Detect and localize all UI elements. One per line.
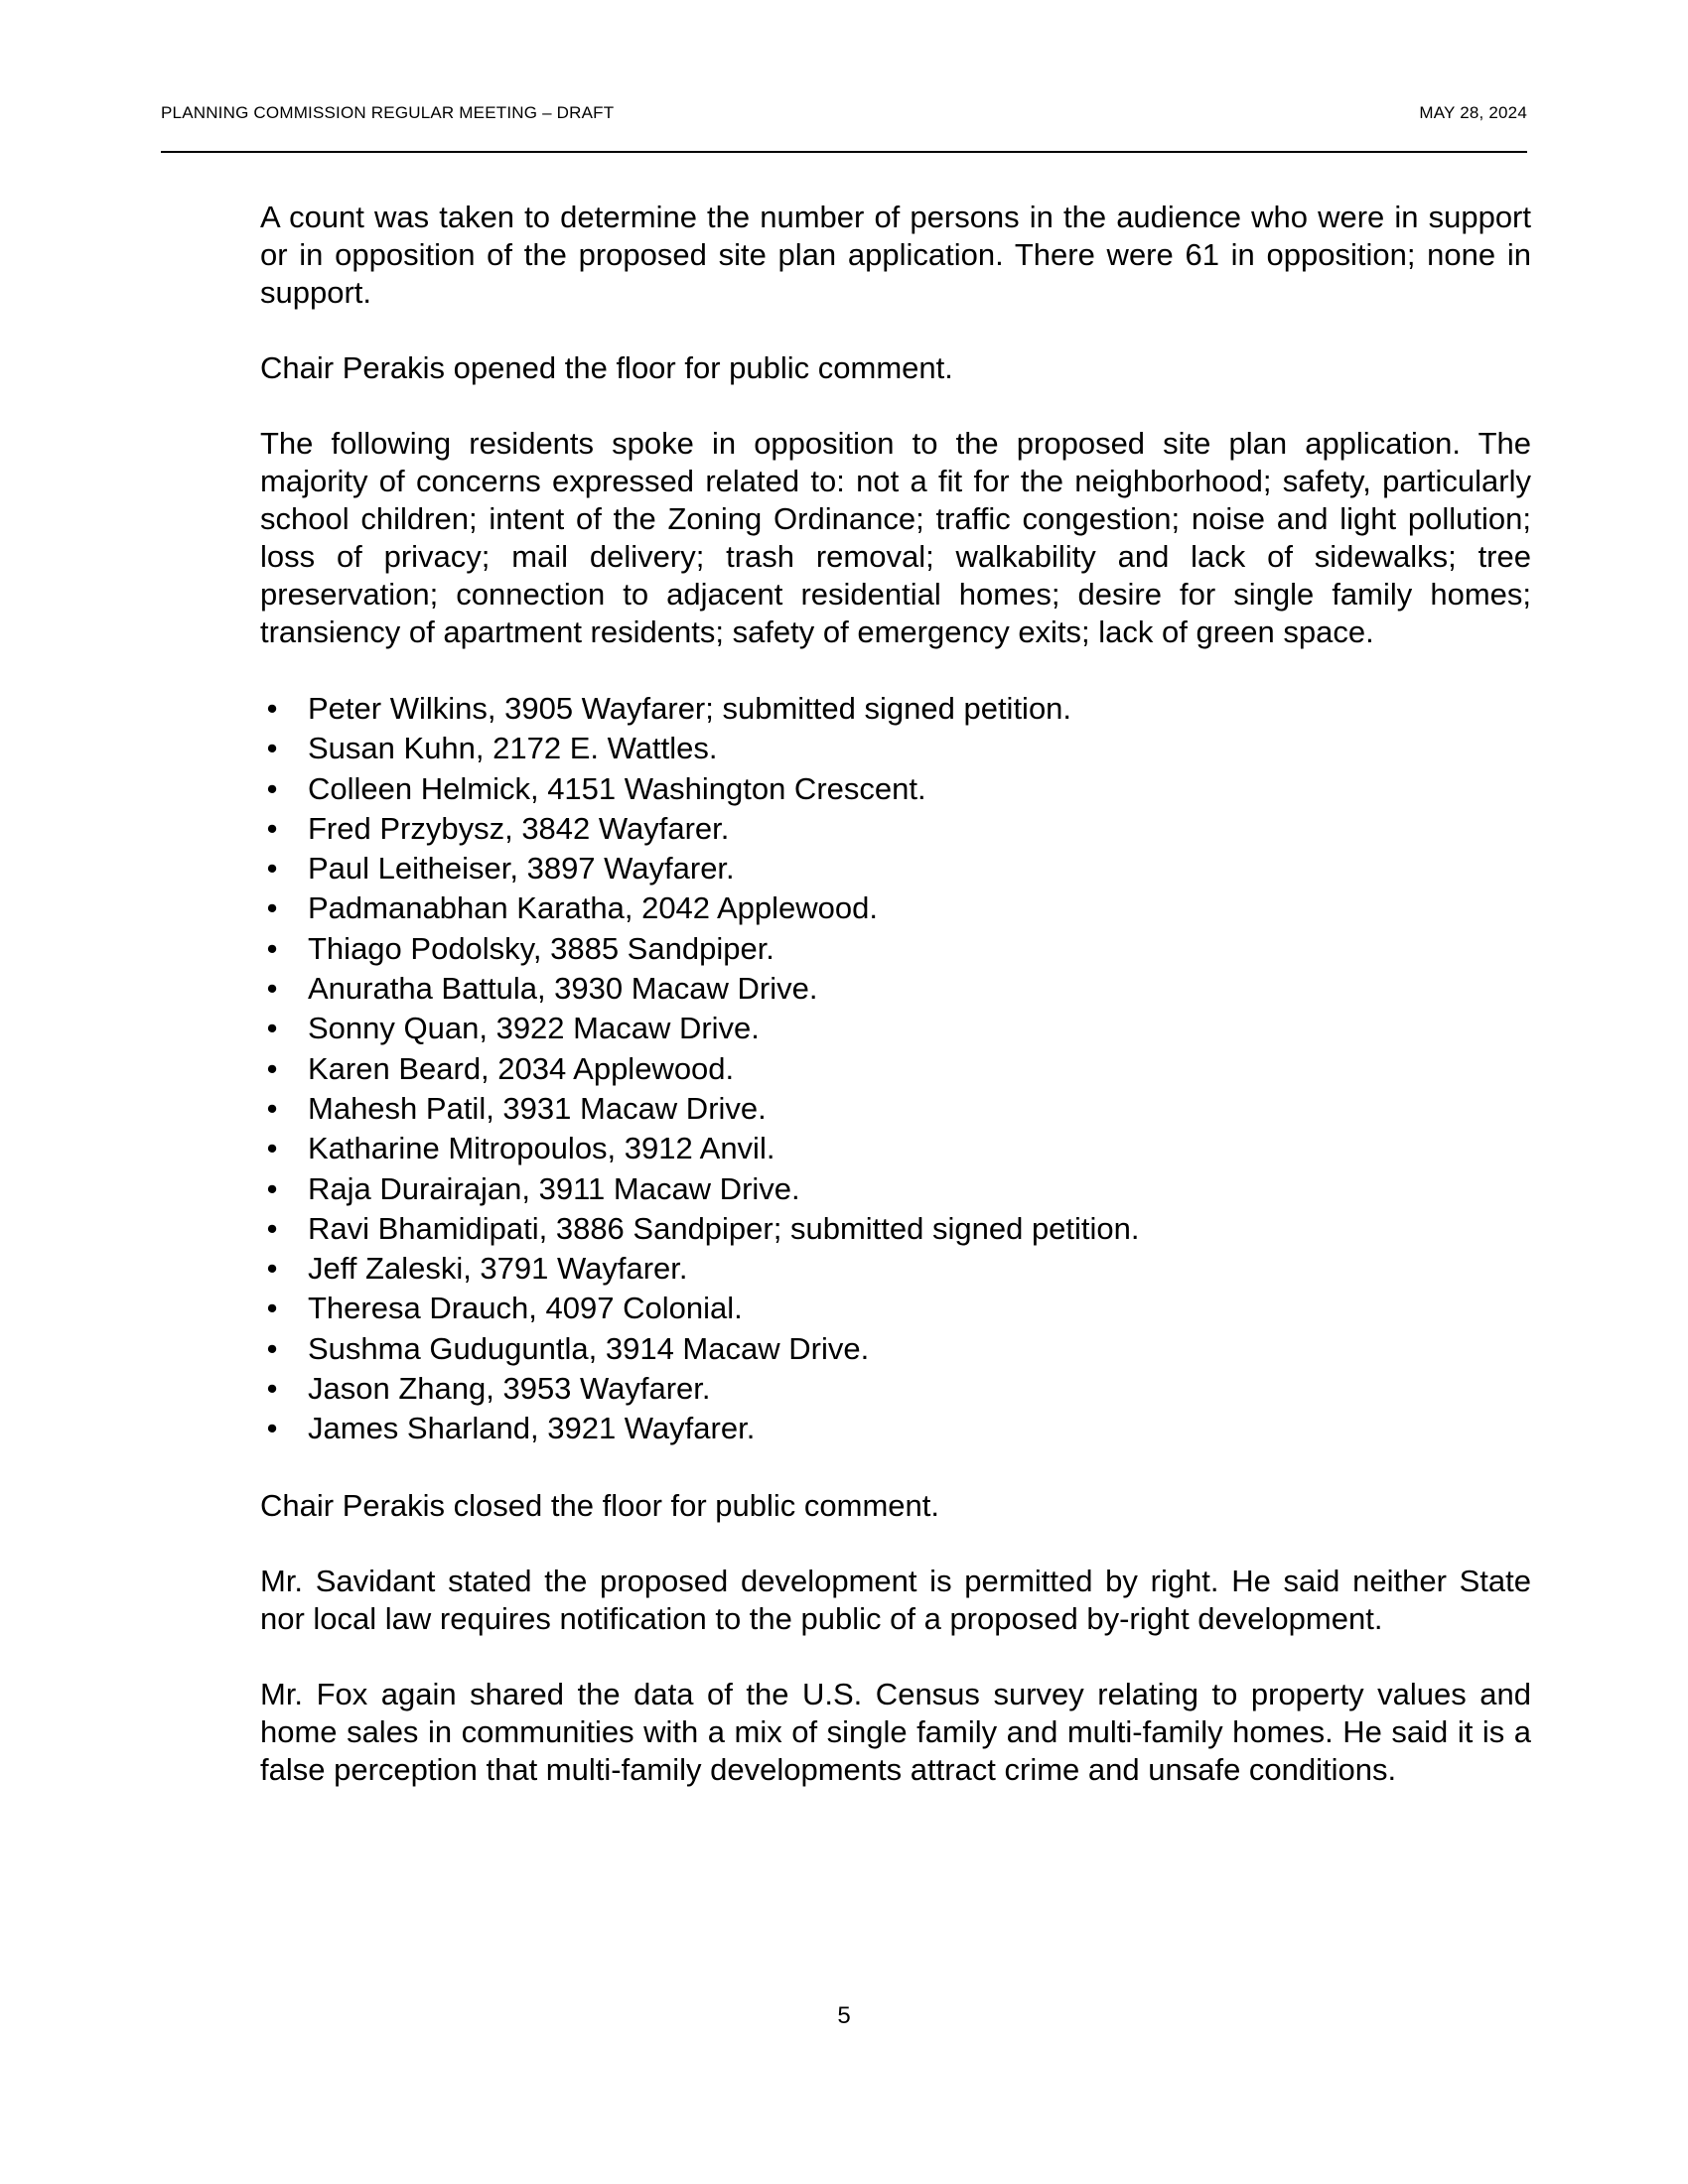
paragraph-fox-statement: Mr. Fox again shared the data of the U.S. Census survey relating to property values and home sales in communities with a mix of single family and multi-family homes. He said it is a false perception that multi-family developments attract crime and unsafe conditions. (260, 1676, 1531, 1787)
bullet-icon: • (266, 1131, 278, 1166)
list-item (260, 888, 1531, 928)
bullet-icon: • (266, 1411, 278, 1446)
bullet-icon: • (266, 1210, 278, 1246)
list-item (260, 929, 1531, 969)
list-item (260, 809, 1531, 849)
bullet-icon: • (266, 1090, 278, 1126)
bullet-icon: • (266, 1050, 278, 1086)
speaker-entry: Raja Durairajan, 3911 Macaw Drive. (308, 1170, 800, 1206)
list-item (260, 1329, 1531, 1369)
header-meeting-title: PLANNING COMMISSION REGULAR MEETING – DRAFT (161, 103, 615, 122)
list-item (260, 1249, 1531, 1289)
speaker-entry: Thiago Podolsky, 3885 Sandpiper. (308, 930, 774, 966)
speaker-entry: Peter Wilkins, 3905 Wayfarer; submitted signed petition. (308, 691, 1072, 726)
paragraph-savidant-statement: Mr. Savidant stated the proposed development is permitted by right. He said neither State nor local law requires notification to the public of a proposed by-right development. (260, 1563, 1531, 1636)
speaker-entry: Katharine Mitropoulos, 3912 Anvil. (308, 1131, 775, 1166)
list-item (260, 1009, 1531, 1048)
speaker-entry: James Sharland, 3921 Wayfarer. (308, 1411, 756, 1446)
speaker-entry: Padmanabhan Karatha, 2042 Applewood. (308, 890, 878, 926)
list-item (260, 689, 1531, 729)
paragraph-floor-opened: Chair Perakis opened the floor for public comment. (260, 350, 953, 385)
speaker-entry: Jason Zhang, 3953 Wayfarer. (308, 1371, 711, 1407)
header-meeting-date: MAY 28, 2024 (1419, 103, 1527, 122)
speaker-entry: Karen Beard, 2034 Applewood. (308, 1050, 735, 1086)
list-item (260, 1049, 1531, 1089)
bullet-icon: • (266, 1330, 278, 1366)
paragraph-audience-count: A count was taken to determine the number of persons in the audience who were in support or in opposition of the proposed site plan application. There were 61 in opposition; none in support. (260, 200, 1531, 310)
speaker-entry: Anuratha Battula, 3930 Macaw Drive. (308, 971, 818, 1007)
list-item (260, 729, 1531, 768)
bullet-icon: • (266, 851, 278, 887)
bullet-icon: • (266, 971, 278, 1007)
speaker-entry: Mahesh Patil, 3931 Macaw Drive. (308, 1090, 767, 1126)
speaker-entry: Ravi Bhamidipati, 3886 Sandpiper; submitted signed petition. (308, 1210, 1140, 1246)
bullet-icon: • (266, 1011, 278, 1046)
speaker-entry: Theresa Drauch, 4097 Colonial. (308, 1291, 743, 1326)
bullet-icon: • (266, 770, 278, 806)
bullet-icon: • (266, 810, 278, 846)
page-number: 5 (837, 2002, 851, 2029)
list-item (260, 1169, 1531, 1209)
list-item (260, 1289, 1531, 1328)
bullet-icon: • (266, 1291, 278, 1326)
speaker-entry: Sonny Quan, 3922 Macaw Drive. (308, 1011, 760, 1046)
paragraph-floor-closed: Chair Perakis closed the floor for public comment. (260, 1487, 940, 1523)
page-header (161, 103, 1527, 153)
bullet-icon: • (266, 1371, 278, 1407)
list-item (260, 1129, 1531, 1168)
document-body (260, 199, 1531, 1827)
bullet-icon: • (266, 930, 278, 966)
bullet-icon: • (266, 731, 278, 766)
bullet-icon: • (266, 691, 278, 726)
speaker-entry: Jeff Zaleski, 3791 Wayfarer. (308, 1251, 688, 1287)
speaker-entry: Colleen Helmick, 4151 Washington Crescent. (308, 770, 926, 806)
speaker-entry: Fred Przybysz, 3842 Wayfarer. (308, 810, 730, 846)
bullet-icon: • (266, 890, 278, 926)
bullet-icon: • (266, 1251, 278, 1287)
list-item (260, 1369, 1531, 1409)
speaker-entry: Sushma Guduguntla, 3914 Macaw Drive. (308, 1330, 870, 1366)
list-item (260, 1089, 1531, 1129)
list-item (260, 769, 1531, 809)
list-item (260, 1409, 1531, 1448)
speaker-list (260, 689, 1531, 1449)
speaker-entry: Susan Kuhn, 2172 E. Wattles. (308, 731, 718, 766)
bullet-icon: • (266, 1170, 278, 1206)
speaker-entry: Paul Leitheiser, 3897 Wayfarer. (308, 851, 735, 887)
list-item (260, 849, 1531, 888)
list-item (260, 969, 1531, 1009)
paragraph-concerns: The following residents spoke in opposition to the proposed site plan application. The majority of concerns expressed related to: not a fit for the neighborhood; safety, particularly school children; intent of the Zoning Ordinance; traffic congestion; noise and light pollution; loss of privacy; mail delivery; trash removal; walkability and lack of sidewalks; tree preservation; connection to adjacent residential homes; desire for single family homes; transiency of apartment residents; safety of emergency exits; lack of green space. (260, 426, 1531, 649)
list-item (260, 1209, 1531, 1249)
